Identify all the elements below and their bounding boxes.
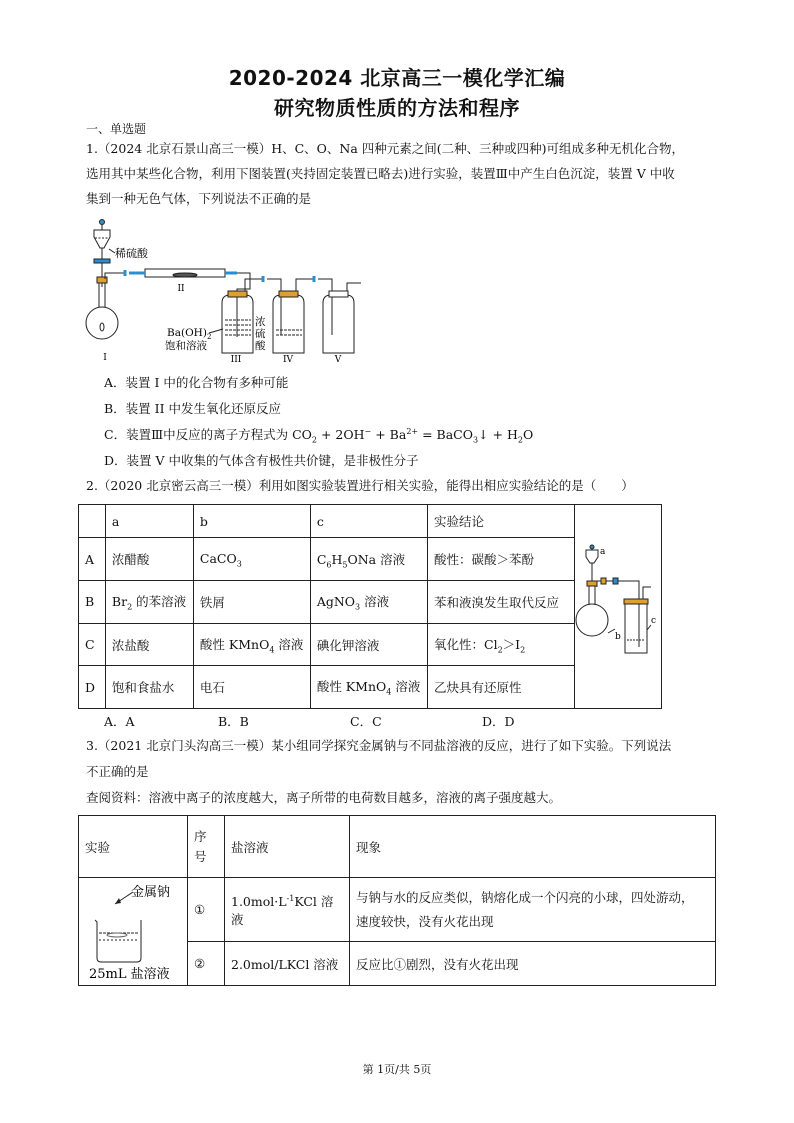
svg-text:饱和溶液: 饱和溶液 [165, 340, 207, 352]
q2-stem: 2.（2020 北京密云高三一模）利用如图实验装置进行相关实验，能得出相应实验结论的是（ ） [86, 478, 634, 493]
q2-table [78, 504, 662, 709]
q1-option-d[interactable]: D．装置 V 中收集的气体含有极性共价键，是非极性分子 [104, 453, 419, 468]
q3-row-1: 金属钠 25mL 盐溶液 ① $1.0mol\cdot L^{-1}KCl$ 溶液 与钠与水的反应类似，钠熔化成一个闪亮的小球，四处游动， 速度较快，没有火花出现 [79, 878, 716, 942]
q1-option-c[interactable]: C．装置Ⅲ中反应的离子方程式为 $CO_2 + 2OH^- + Ba^{2+}$ = BaCO$_3$↓ + $H_2O$ [104, 426, 534, 445]
q2-row-b: B $Br_2$ 的苯溶液 铁屑 AgNO$_3$ 溶液 苯和液溴发生取代反应 [79, 581, 662, 624]
q2-row-a: A 浓醋酸 CaCO$_3$ $C_6H_5ONa$ 溶液 酸性：碳酸＞苯酚 [79, 538, 662, 581]
q1-stem-line3: 集到一种无色气体，下列说法不正确的是 [86, 191, 312, 206]
q2-header-row: a b c 实验结论 a b c [79, 505, 662, 538]
acid-label: 稀硫酸 [115, 247, 148, 260]
q1-option-a[interactable]: A．装置 I 中的化合物有多种可能 [104, 375, 289, 390]
svg-text:I: I [103, 353, 107, 363]
q2-answer-b[interactable]: B．B [218, 714, 249, 729]
q2-apparatus-diagram [575, 505, 661, 705]
q2-row-d: D 饱和食盐水 电石 酸性 KMnO$_4$ 溶液 乙炔具有还原性 [79, 666, 662, 709]
q3-beaker-diagram [79, 878, 187, 982]
q1-apparatus-diagram [85, 215, 375, 365]
q3-stem-line2: 不正确的是 [86, 764, 149, 779]
svg-text:酸: 酸 [255, 340, 266, 352]
q3-info: 查阅资料：溶液中离子的浓度越大，离子所带的电荷数目越多，溶液的离子强度越大。 [86, 790, 562, 805]
q1-option-b[interactable]: B．装置 II 中发生氧化还原反应 [104, 401, 282, 416]
document-subtitle: 研究物质性质的方法和程序 [274, 96, 520, 120]
svg-text:IV: IV [282, 355, 294, 365]
svg-text:Ba(OH)2: $Ba(OH)_2$ [167, 327, 212, 341]
page-footer: 第 1页/共 5页 [362, 1063, 432, 1076]
q3-row-2: ② 2.0mol/LKCl 溶液 反应比①剧烈，没有火花出现 [79, 942, 716, 986]
q3-table [78, 815, 716, 986]
svg-text:25mL 盐溶液: 25mL 盐溶液 [89, 967, 170, 982]
svg-text:a: a [599, 547, 606, 557]
svg-text:c: c [650, 616, 657, 626]
q2-apparatus-cell [574, 505, 661, 709]
document-title: 2020-2024 北京高三一模化学汇编 [228, 66, 566, 90]
section-heading: 一、单选题 [86, 122, 147, 136]
q3-stem-line1: 3.（2021 北京门头沟高三一模）某小组同学探究金属钠与不同盐溶液的反应，进行了如下实验。下列说法 [86, 738, 672, 753]
q2-answer-c[interactable]: C．C [350, 714, 382, 729]
q1-stem-line2: 选用其中某些化合物，利用下图装置(夹持固定装置已略去)进行实验，装置Ⅲ中产生白色沉淀，装置 V 中收 [86, 166, 675, 181]
svg-text:III: III [230, 355, 242, 365]
svg-text:金属钠: 金属钠 [131, 885, 171, 900]
svg-text:浓: 浓 [255, 316, 266, 328]
svg-text:b: b [614, 632, 621, 642]
q1-stem-line1: 1.（2024 北京石景山高三一模）H、C、O、Na 四种元素之间(二种、三种或四种)可组成多种无机化合物， [86, 141, 685, 156]
svg-text:V: V [334, 355, 342, 365]
svg-text:II: II [177, 284, 185, 294]
q3-header-row: 实验 序 号 盐溶液 现象 [79, 816, 716, 878]
q2-answer-a[interactable]: A．A [104, 714, 135, 729]
q2-row-c: C 浓盐酸 酸性 KMnO$_4$ 溶液 碘化钾溶液 氧化性：$Cl_2>I_2$ [79, 623, 662, 666]
q3-apparatus-cell [79, 878, 188, 986]
svg-text:硫: 硫 [255, 328, 266, 340]
q2-answer-d[interactable]: D．D [482, 714, 515, 729]
